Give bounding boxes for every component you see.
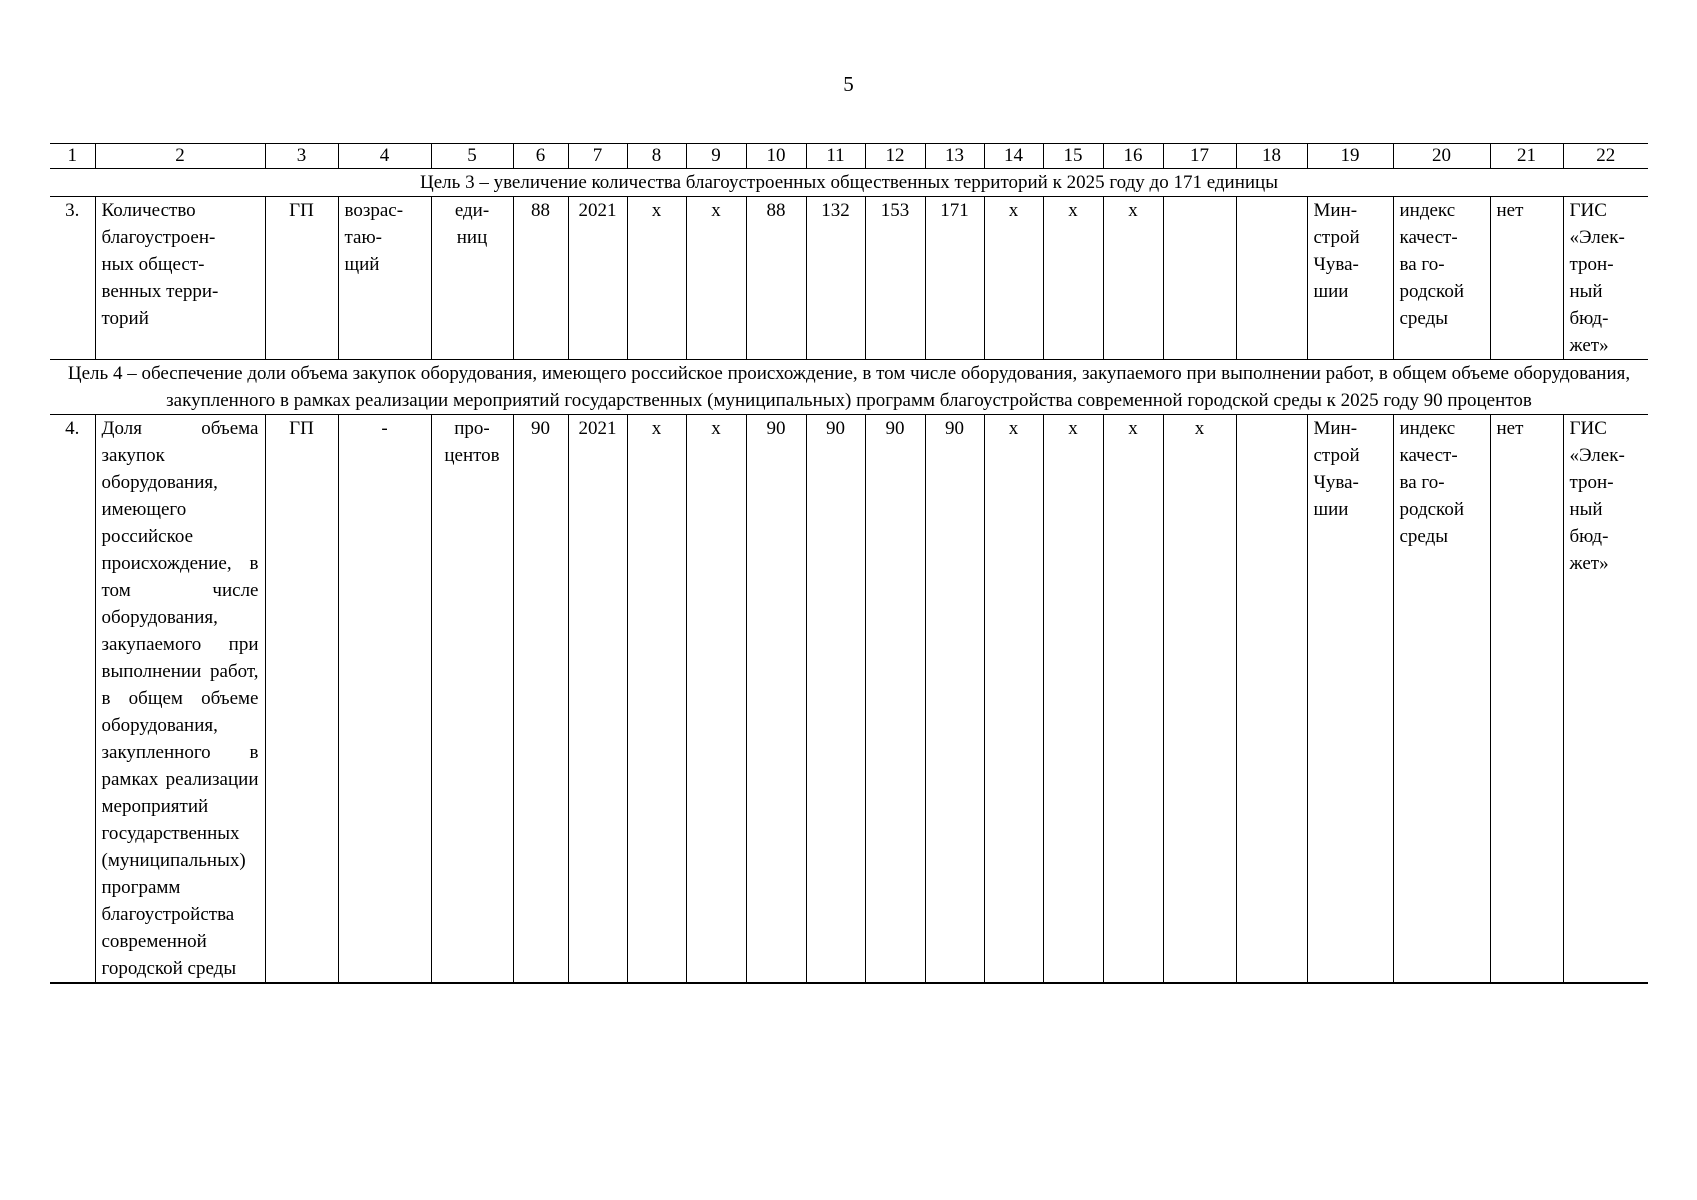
- column-number: 11: [806, 144, 865, 169]
- column-number: 6: [513, 144, 568, 169]
- base-value: 88: [513, 197, 568, 360]
- value-cell: х: [686, 415, 746, 984]
- value-cell: х: [627, 415, 686, 984]
- indicators-table: [50, 143, 1648, 984]
- unit-of-measure: еди- ниц: [431, 197, 513, 360]
- value-cell: 132: [806, 197, 865, 360]
- linked-indicator: индекс качест- ва го- родской среды: [1393, 415, 1490, 984]
- information-system: ГИС «Элек- трон- ный бюд- жет»: [1563, 197, 1648, 360]
- base-year: 2021: [568, 415, 627, 984]
- flag-cell: нет: [1490, 197, 1563, 360]
- column-number: 16: [1103, 144, 1163, 169]
- row-number: 3.: [50, 197, 95, 360]
- value-cell: х: [1043, 197, 1103, 360]
- flag-cell: нет: [1490, 415, 1563, 984]
- value-cell: х: [1103, 197, 1163, 360]
- value-cell: х: [627, 197, 686, 360]
- column-number-header: [50, 144, 1648, 169]
- column-number: 15: [1043, 144, 1103, 169]
- column-number: 17: [1163, 144, 1236, 169]
- unit-of-measure: про- центов: [431, 415, 513, 984]
- column-number: 18: [1236, 144, 1307, 169]
- goal-3-row: [50, 169, 1648, 197]
- indicator-trend: возрас- таю- щий: [338, 197, 431, 360]
- value-cell: 90: [746, 415, 806, 984]
- goal-3-heading: Цель 3 – увеличение количества благоустроенных общественных территорий к 2025 году до 171 единицы: [50, 169, 1648, 197]
- column-number: 8: [627, 144, 686, 169]
- column-number: 3: [265, 144, 338, 169]
- value-cell: 171: [925, 197, 984, 360]
- column-number: 21: [1490, 144, 1563, 169]
- base-year: 2021: [568, 197, 627, 360]
- value-cell: х: [1043, 415, 1103, 984]
- indicator-row-4: [50, 415, 1648, 984]
- column-number: 14: [984, 144, 1043, 169]
- information-system: ГИС «Элек- трон- ный бюд- жет»: [1563, 415, 1648, 984]
- value-cell: [1236, 197, 1307, 360]
- column-number: 7: [568, 144, 627, 169]
- column-number: 9: [686, 144, 746, 169]
- column-number: 22: [1563, 144, 1648, 169]
- page-number: 5: [843, 72, 854, 96]
- goal-4-heading: Цель 4 – обеспечение доли объема закупок оборудования, имеющего российское происхождение, в том числе оборудования, закупаемого при выполнении работ, в общем объеме оборудования, закупленного в рамках реализации мероприятий государственных (муниципальных) программ благоустройства современной городской среды к 2025 году 90 процентов: [50, 360, 1648, 415]
- indicator-trend: -: [338, 415, 431, 984]
- column-number: 20: [1393, 144, 1490, 169]
- indicator-name: Доля объема закупок оборудования, имеющего российское происхождение, в том числе оборудования, закупаемого при выполнении работ, в общем объеме оборудования, закупленного в рамках реализации мероприятий государственных (муниципальных) программ благоустройства современной городской среды: [95, 415, 265, 984]
- indicator-row-3: [50, 197, 1648, 360]
- indicator-level: ГП: [265, 197, 338, 360]
- value-cell: х: [984, 197, 1043, 360]
- column-number: 5: [431, 144, 513, 169]
- value-cell: [1236, 415, 1307, 984]
- indicator-level: ГП: [265, 415, 338, 984]
- indicator-name: Количество благоустроен- ных общест- венных терри- торий: [95, 197, 265, 360]
- value-cell: х: [984, 415, 1043, 984]
- column-number: 19: [1307, 144, 1393, 169]
- row-number: 4.: [50, 415, 95, 984]
- base-value: 90: [513, 415, 568, 984]
- column-number: 12: [865, 144, 925, 169]
- value-cell: х: [686, 197, 746, 360]
- responsible-body: Мин- строй Чува- шии: [1307, 197, 1393, 360]
- value-cell: х: [1103, 415, 1163, 984]
- column-number: 2: [95, 144, 265, 169]
- value-cell: х: [1163, 415, 1236, 984]
- value-cell: 90: [806, 415, 865, 984]
- column-number: 4: [338, 144, 431, 169]
- responsible-body: Мин- строй Чува- шии: [1307, 415, 1393, 984]
- linked-indicator: индекс качест- ва го- родской среды: [1393, 197, 1490, 360]
- value-cell: 90: [865, 415, 925, 984]
- value-cell: 153: [865, 197, 925, 360]
- column-number: 1: [50, 144, 95, 169]
- value-cell: 90: [925, 415, 984, 984]
- value-cell: [1163, 197, 1236, 360]
- goal-4-row: [50, 360, 1648, 415]
- column-number: 10: [746, 144, 806, 169]
- column-number: 13: [925, 144, 984, 169]
- value-cell: 88: [746, 197, 806, 360]
